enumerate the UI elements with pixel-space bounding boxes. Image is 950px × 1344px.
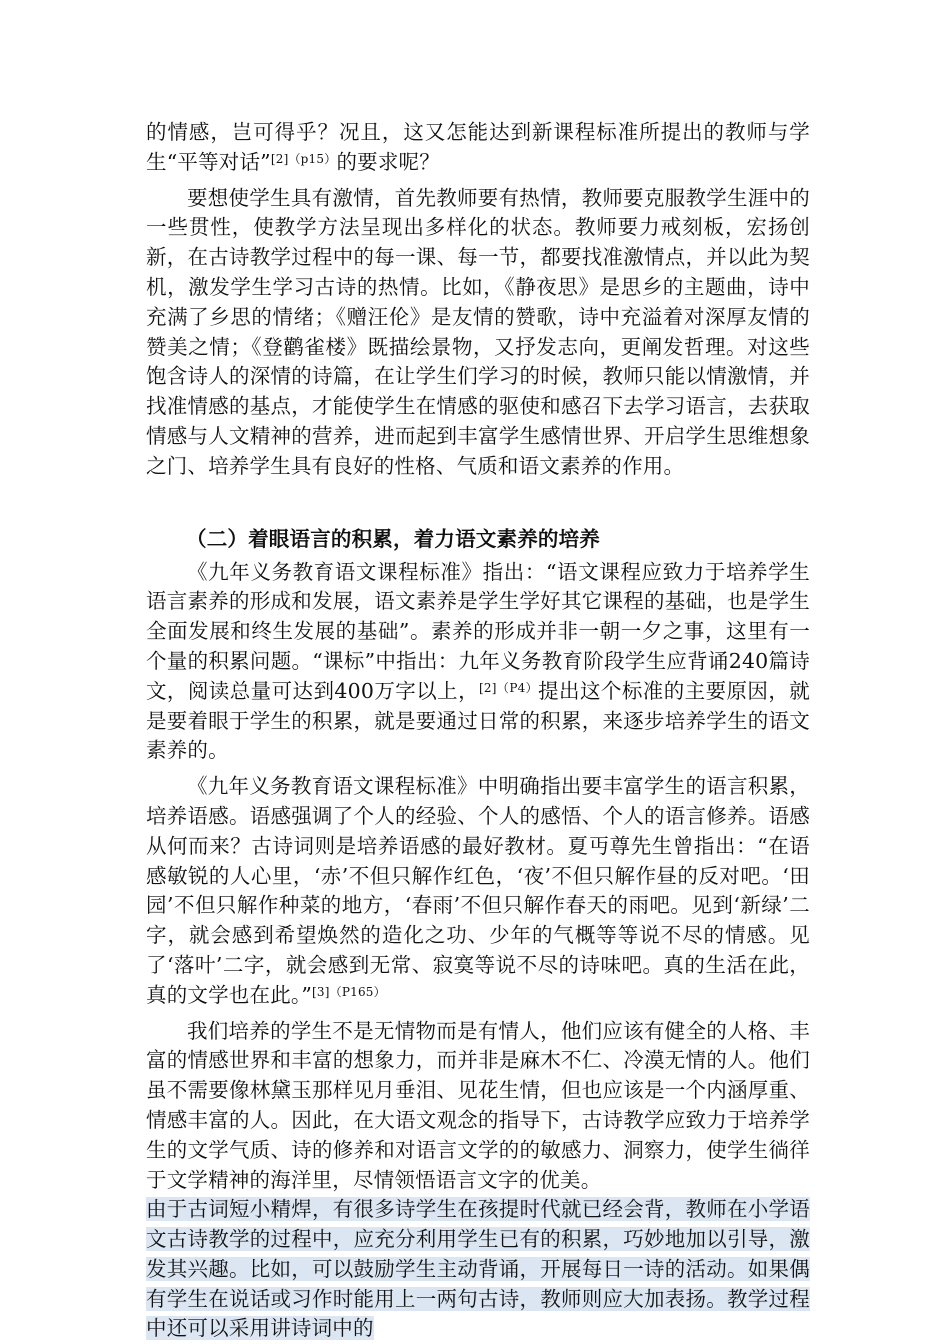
paragraph-curriculum-standard (146, 558, 810, 767)
citation-ref: [3]（P165） (312, 984, 386, 999)
citation-ref: [2]（p15） (270, 151, 337, 166)
paragraph-text: 《九年义务教育语文课程标准》指出：“语文课程应致力于培养学生语言素养的形成和发展，语文素养是学生学好其它课程的基础，也是学生全面发展和终生发展的基础”。素养的形成并非一朝一夕之事，这里有一个量的积累问题。“课标”中指出：九年义务教育阶段学生应背诵240篇诗文，阅读总量可达到400万字以上， (146, 559, 810, 703)
paragraph-teacher-passion: 要想使学生具有激情，首先教师要有热情，教师要克服教学生涯中的一些贯性，使教学方法呈现出多样化的状态。教师要力戒刻板，宏扬创新，在古诗教学过程中的每一课、每一节，都要找准激情点，并以此为契机，激发学生学习古诗的热情。比如，《静夜思》是思乡的主题曲，诗中充满了乡思的情绪；《赠汪伦》是友情的赞歌，诗中充溢着对深厚友情的赞美之情；《登鹳雀楼》既描绘景物，又抒发志向，更阐发哲理。对这些饱含诗人的深情的诗篇，在让学生们学习的时候，教师只能以情激情，并找准情感的基点，才能使学生在情感的驱使和感召下去学习语言，去获取情感与人文精神的营养，进而起到丰富学生感情世界、开启学生思维想象之门、培养学生具有良好的性格、气质和语文素养的作用。 (146, 185, 810, 478)
paragraph-continuation (146, 118, 810, 178)
citation-ref: [2]（P4） (479, 680, 539, 695)
highlighted-text-selection[interactable]: 由于古词短小精焊，有很多诗学生在孩提时代就已经会背，教师在小学语文古诗教学的过程中，应充分利用学生已有的积累，巧妙地加以引导，激发其兴趣。比如，可以鼓励学生主动背诵，开展每日一诗的活动。如果偶有学生在说话或习作时能用上一两句古诗，教师则应大加表扬。教学过程中还可以采用讲诗词中的 (146, 1197, 810, 1341)
document-body (146, 118, 810, 1344)
paragraph-text: 的情感，岂可得乎？况且，这又怎能达到新课程标准所提出的教师与学生“平等对话” (146, 120, 810, 174)
section-heading: （二）着眼语言的积累，着力语文素养的培养 (186, 526, 600, 551)
paragraph-highlighted[interactable] (146, 1195, 810, 1344)
paragraph-text: 的要求呢？ (336, 149, 440, 174)
paragraph-text: 《九年义务教育语文课程标准》中明确指出要丰富学生的语言积累，培养语感。语感强调了个人的经验、个人的感悟、个人的语言修养。语感从何而来？古诗词则是培养语感的最好教材。夏丏尊先生曾指出：“在语感敏锐的人心里，‘赤’不但只解作红色，‘夜’不但只解作昼的反对吧。‘田园’不但只解作种菜的地方，‘春雨’不但只解作春天的雨吧。见到‘新绿’二字，就会感到希望焕然的造化之功、少年的气概等等说不尽的情感。见了‘落叶’二字，就会感到无常、寂寞等说不尽的诗味吧。真的生活在此，真的文学也在此。” (146, 774, 810, 1007)
paragraph-language-sense (146, 772, 810, 1010)
paragraph-text: 提出这个标准的主要原因，就是要着眼于学生的积累，就是要通过日常的积累，来逐步培养学生的语文素养的。 (146, 678, 810, 763)
paragraph-emotional-students: 我们培养的学生不是无情物而是有情人，他们应该有健全的人格、丰富的情感世界和丰富的想象力，而并非是麻木不仁、冷漠无情的人。他们虽不需要像林黛玉那样见月垂泪、见花生情，但也应该是一个内涵厚重、情感丰富的人。因此，在大语文观念的指导下，古诗教学应致力于培养学生的文学气质、诗的修养和对语言文学的的敏感力、洞察力，使学生徜徉于文学精神的海洋里，尽情领悟语言文字的优美。 (146, 1018, 810, 1192)
